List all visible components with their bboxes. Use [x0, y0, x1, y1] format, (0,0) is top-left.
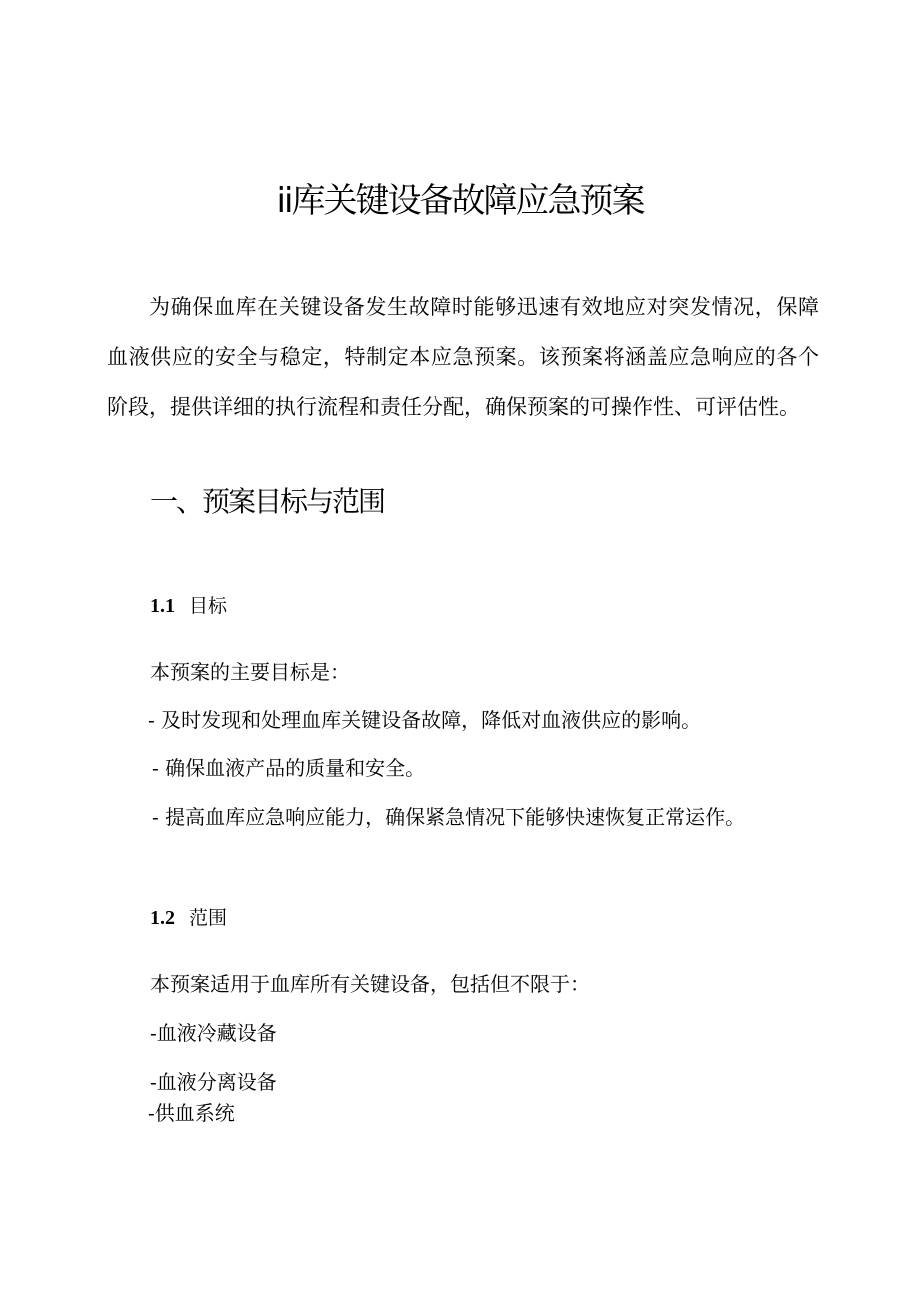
document-title: ii库关键设备故障应急预案 — [276, 181, 644, 221]
subsection-heading-1-1 — [150, 591, 227, 620]
goal-item: - 提高血库应急响应能力，确保紧急情况下能够快速恢复正常运作。 — [152, 805, 746, 829]
scope-item: -血液分离设备 — [150, 1070, 277, 1094]
section-heading-1: 一、预案目标与范围 — [150, 485, 385, 518]
goal-lead-text: 本预案的主要目标是： — [150, 660, 350, 684]
subsection-title: 目标 — [189, 595, 228, 617]
subsection-number: 1.2 — [150, 907, 175, 929]
intro-paragraph: 为确保血库在关键设备发生故障时能够迅速有效地应对突发情况，保障血液供应的安全与稳定，特制定本应急预案。该预案将涵盖应急响应的各个阶段，提供详细的执行流程和责任分配，确保预案的可操作性、可评估性。 — [107, 295, 819, 419]
subsection-heading-1-2 — [150, 903, 227, 932]
subsection-title: 范围 — [189, 907, 228, 929]
goal-item: - 及时发现和处理血库关键设备故障，降低对血液供应的影响。 — [148, 708, 702, 732]
subsection-number: 1.1 — [150, 595, 175, 617]
scope-lead-text: 本预案适用于血库所有关键设备，包括但不限于： — [150, 972, 590, 996]
scope-item: -血液冷藏设备 — [150, 1021, 277, 1045]
goal-item: - 确保血液产品的质量和安全。 — [152, 756, 426, 780]
scope-item: -供血系统 — [148, 1101, 235, 1125]
